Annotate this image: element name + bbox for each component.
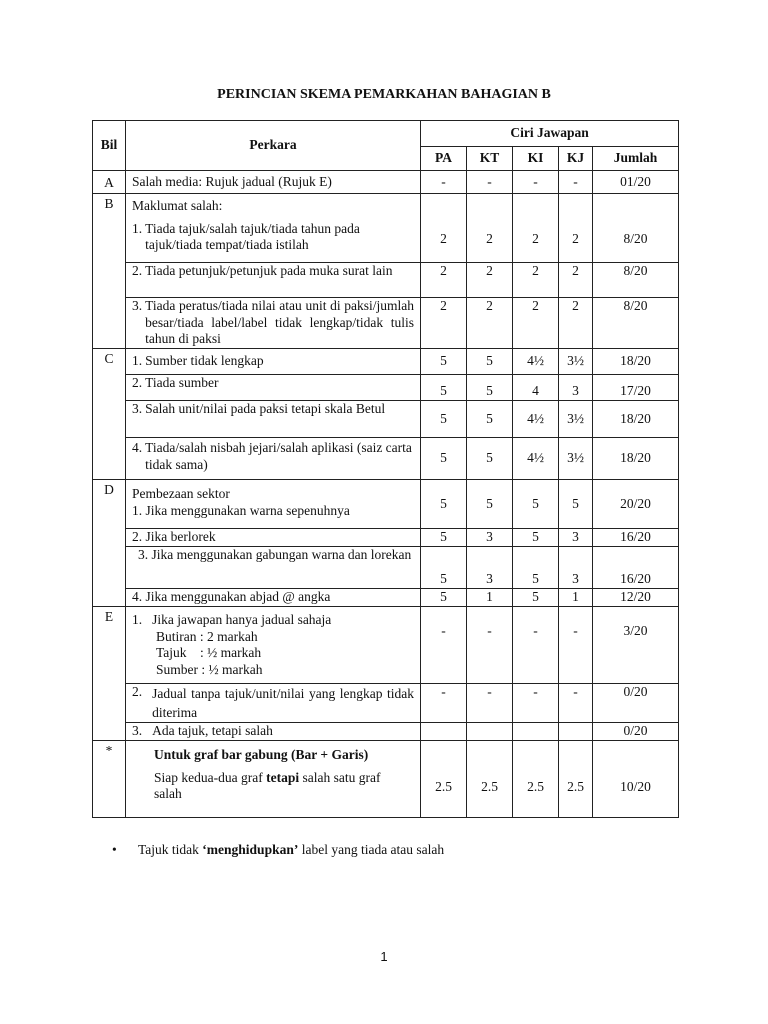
header-pa: PA bbox=[421, 147, 467, 171]
marking-scheme-table bbox=[92, 120, 679, 818]
list-item bbox=[132, 375, 414, 392]
item-text: Jadual tanpa tajuk/unit/nilai yang lengkap tidak diterima bbox=[152, 686, 414, 720]
cell-kj: - bbox=[559, 171, 593, 194]
item-text: Sumber tidak lengkap bbox=[145, 353, 264, 369]
cell-jumlah: 12/20 bbox=[593, 589, 679, 607]
note-text-post: label yang tiada atau salah bbox=[298, 842, 445, 857]
cell-ki: 4½ bbox=[513, 401, 559, 438]
row-perkara bbox=[126, 684, 421, 723]
item-number: 1. bbox=[132, 353, 143, 369]
table-row bbox=[93, 298, 679, 349]
row-bil: B bbox=[93, 194, 126, 349]
item-number: 1. bbox=[132, 220, 143, 236]
header-kj: KJ bbox=[559, 147, 593, 171]
cell-kj: 1 bbox=[559, 589, 593, 607]
cell-pa: 5 bbox=[421, 438, 467, 480]
cell-ki: 4½ bbox=[513, 438, 559, 480]
row-perkara: 2. Jika berlorek bbox=[126, 529, 421, 547]
cell-kj: 2 bbox=[559, 263, 593, 298]
cell-jumlah: 8/20 bbox=[593, 194, 679, 263]
cell-jumlah: 01/20 bbox=[593, 171, 679, 194]
note-text-bold: ‘menghidupkan’ bbox=[202, 842, 299, 857]
table-row bbox=[93, 529, 679, 547]
table-row bbox=[93, 607, 679, 684]
header-bil: Bil bbox=[93, 121, 126, 171]
cell-ki: 2.5 bbox=[513, 741, 559, 818]
cell-kt: 5 bbox=[467, 375, 513, 401]
cell-jumlah: 17/20 bbox=[593, 375, 679, 401]
cell-pa: 5 bbox=[421, 480, 467, 529]
item-text: Tiada petunjuk/petunjuk pada muka surat lain bbox=[145, 263, 393, 278]
cell-pa: 2.5 bbox=[421, 741, 467, 818]
page-title: PERINCIAN SKEMA PEMARKAHAN BAHAGIAN B bbox=[217, 87, 551, 102]
row-perkara: Salah media: Rujuk jadual (Rujuk E) bbox=[126, 171, 421, 194]
cell-pa: 5 bbox=[421, 401, 467, 438]
cell-kj: 3½ bbox=[559, 438, 593, 480]
table-row bbox=[93, 684, 679, 723]
tajuk-line: Tajuk : ½ markah bbox=[156, 645, 262, 660]
butiran-line: Butiran : 2 markah bbox=[156, 628, 258, 644]
row-bil: A bbox=[93, 171, 126, 194]
cell-kt: 3 bbox=[467, 547, 513, 589]
item-number: 4. bbox=[132, 440, 143, 455]
cell-ki: 2 bbox=[513, 194, 559, 263]
item-text-pre: Siap kedua-dua graf bbox=[154, 769, 267, 785]
cell-pa: - bbox=[421, 684, 467, 723]
row-bil: E bbox=[93, 607, 126, 741]
row-perkara bbox=[126, 263, 421, 298]
cell-pa: 5 bbox=[421, 375, 467, 401]
row-perkara bbox=[126, 607, 421, 684]
row-perkara bbox=[126, 547, 421, 589]
bullet-icon: • bbox=[112, 842, 117, 857]
cell-ki: 2 bbox=[513, 298, 559, 349]
row-perkara: 4. Jika menggunakan abjad @ angka bbox=[126, 589, 421, 607]
row-perkara bbox=[126, 480, 421, 529]
cell-jumlah: 0/20 bbox=[593, 684, 679, 723]
cell-kj: 2.5 bbox=[559, 741, 593, 818]
cell-kt: - bbox=[467, 684, 513, 723]
cell-kt bbox=[467, 723, 513, 741]
cell-jumlah: 18/20 bbox=[593, 349, 679, 375]
item-number: 1. bbox=[132, 612, 143, 627]
cell-jumlah: 16/20 bbox=[593, 547, 679, 589]
cell-kt: 2 bbox=[467, 298, 513, 349]
table-row bbox=[93, 547, 679, 589]
list-item bbox=[132, 401, 414, 418]
cell-pa: 5 bbox=[421, 589, 467, 607]
cell-kt: 5 bbox=[467, 438, 513, 480]
table-row bbox=[93, 438, 679, 480]
table-row bbox=[93, 171, 679, 194]
section-heading: Untuk graf bar gabung (Bar + Garis) bbox=[154, 747, 369, 762]
cell-kt: - bbox=[467, 171, 513, 194]
table-row bbox=[93, 375, 679, 401]
item-number: 3. bbox=[132, 401, 143, 416]
table-row bbox=[93, 741, 679, 818]
row-perkara bbox=[126, 401, 421, 438]
item-number: 2. bbox=[132, 375, 143, 390]
header-jumlah: Jumlah bbox=[593, 147, 679, 171]
item-text: 1. Jika menggunakan warna sepenuhnya bbox=[132, 502, 350, 518]
list-item bbox=[132, 723, 414, 740]
cell-kj: - bbox=[559, 684, 593, 723]
cell-ki: 4 bbox=[513, 375, 559, 401]
list-item bbox=[132, 353, 414, 370]
item-text: Jika jawapan hanya jadual sahaja bbox=[152, 612, 332, 627]
cell-jumlah: 18/20 bbox=[593, 401, 679, 438]
item-text: Tiada/salah nisbah jejari/salah aplikasi (saiz carta tidak sama) bbox=[145, 440, 412, 472]
cell-kj: - bbox=[559, 607, 593, 684]
table-row bbox=[93, 480, 679, 529]
header-ciri-jawapan: Ciri Jawapan bbox=[421, 121, 679, 147]
cell-pa bbox=[421, 723, 467, 741]
item-number: 2. bbox=[132, 263, 143, 278]
cell-kt: 1 bbox=[467, 589, 513, 607]
item-text: Tiada peratus/tiada nilai atau unit di paksi/jumlah besar/tiada label/label tidak lengkap/tidak tulis tahun di paksi bbox=[145, 298, 414, 346]
list-item bbox=[132, 438, 414, 473]
item-text: 3. Jika menggunakan gabungan warna dan lorekan bbox=[138, 547, 412, 562]
cell-kj: 3 bbox=[559, 375, 593, 401]
cell-ki bbox=[513, 723, 559, 741]
list-item bbox=[132, 298, 414, 348]
cell-kj: 3½ bbox=[559, 349, 593, 375]
sumber-line: Sumber : ½ markah bbox=[156, 661, 263, 677]
table-row bbox=[93, 349, 679, 375]
row-bil: D bbox=[93, 480, 126, 607]
item-text: Tiada sumber bbox=[145, 375, 219, 390]
cell-kj: 3 bbox=[559, 547, 593, 589]
cell-jumlah: 16/20 bbox=[593, 529, 679, 547]
cell-ki: 5 bbox=[513, 589, 559, 607]
section-heading: Maklumat salah: bbox=[132, 198, 223, 213]
item-text-bold: tetapi bbox=[266, 769, 300, 785]
cell-jumlah: 8/20 bbox=[593, 298, 679, 349]
header-ki: KI bbox=[513, 147, 559, 171]
cell-ki: - bbox=[513, 171, 559, 194]
table-row bbox=[93, 194, 679, 263]
section-heading: Pembezaan sektor bbox=[132, 486, 230, 501]
table-row bbox=[93, 723, 679, 741]
item-text bbox=[154, 770, 394, 803]
cell-jumlah: 20/20 bbox=[593, 480, 679, 529]
cell-ki: 5 bbox=[513, 480, 559, 529]
item-number: 3. bbox=[132, 723, 143, 739]
cell-kj: 2 bbox=[559, 298, 593, 349]
row-perkara bbox=[126, 723, 421, 741]
cell-kj bbox=[559, 723, 593, 741]
header-kt: KT bbox=[467, 147, 513, 171]
cell-kj: 2 bbox=[559, 194, 593, 263]
item-number: 2. bbox=[132, 684, 143, 699]
row-perkara bbox=[126, 438, 421, 480]
item-number: 3. bbox=[132, 298, 143, 313]
cell-ki: 5 bbox=[513, 529, 559, 547]
cell-pa: 5 bbox=[421, 547, 467, 589]
cell-kt: - bbox=[467, 607, 513, 684]
item-text: Tiada tajuk/salah tajuk/tiada tahun pada tajuk/tiada tempat/tiada istilah bbox=[145, 220, 360, 252]
cell-kt: 2.5 bbox=[467, 741, 513, 818]
cell-ki: - bbox=[513, 607, 559, 684]
cell-ki: 5 bbox=[513, 547, 559, 589]
page-number: 1 bbox=[380, 949, 388, 964]
cell-pa: - bbox=[421, 607, 467, 684]
cell-ki: - bbox=[513, 684, 559, 723]
list-item bbox=[132, 607, 414, 629]
cell-pa: 5 bbox=[421, 349, 467, 375]
footnote bbox=[112, 842, 444, 858]
row-perkara bbox=[126, 375, 421, 401]
cell-pa: 2 bbox=[421, 194, 467, 263]
cell-pa: 2 bbox=[421, 263, 467, 298]
cell-kt: 2 bbox=[467, 194, 513, 263]
list-item bbox=[132, 221, 414, 254]
row-perkara bbox=[126, 741, 421, 818]
cell-kt: 5 bbox=[467, 349, 513, 375]
cell-kt: 5 bbox=[467, 401, 513, 438]
table-row bbox=[93, 401, 679, 438]
cell-jumlah: 10/20 bbox=[593, 741, 679, 818]
cell-ki: 2 bbox=[513, 263, 559, 298]
row-perkara bbox=[126, 194, 421, 263]
cell-kj: 3½ bbox=[559, 401, 593, 438]
cell-kj: 5 bbox=[559, 480, 593, 529]
cell-pa: - bbox=[421, 171, 467, 194]
row-bil: C bbox=[93, 349, 126, 480]
cell-kj: 3 bbox=[559, 529, 593, 547]
cell-jumlah: 18/20 bbox=[593, 438, 679, 480]
list-item bbox=[132, 684, 414, 722]
header-perkara: Perkara bbox=[126, 121, 421, 171]
item-text-post: salah satu graf salah bbox=[154, 769, 381, 801]
list-item bbox=[132, 263, 414, 280]
row-perkara bbox=[126, 349, 421, 375]
cell-kt: 2 bbox=[467, 263, 513, 298]
table-row bbox=[93, 263, 679, 298]
cell-kt: 5 bbox=[467, 480, 513, 529]
note-text-pre: Tajuk tidak bbox=[138, 842, 203, 857]
cell-jumlah: 8/20 bbox=[593, 263, 679, 298]
item-text: Ada tajuk, tetapi salah bbox=[152, 723, 273, 739]
cell-pa: 2 bbox=[421, 298, 467, 349]
cell-kt: 3 bbox=[467, 529, 513, 547]
cell-jumlah: 0/20 bbox=[593, 723, 679, 741]
row-bil: * bbox=[93, 741, 126, 818]
cell-pa: 5 bbox=[421, 529, 467, 547]
item-text: Salah unit/nilai pada paksi tetapi skala Betul bbox=[145, 401, 386, 416]
cell-jumlah: 3/20 bbox=[593, 607, 679, 684]
row-perkara bbox=[126, 298, 421, 349]
table-row bbox=[93, 589, 679, 607]
cell-ki: 4½ bbox=[513, 349, 559, 375]
header-row bbox=[93, 121, 679, 147]
